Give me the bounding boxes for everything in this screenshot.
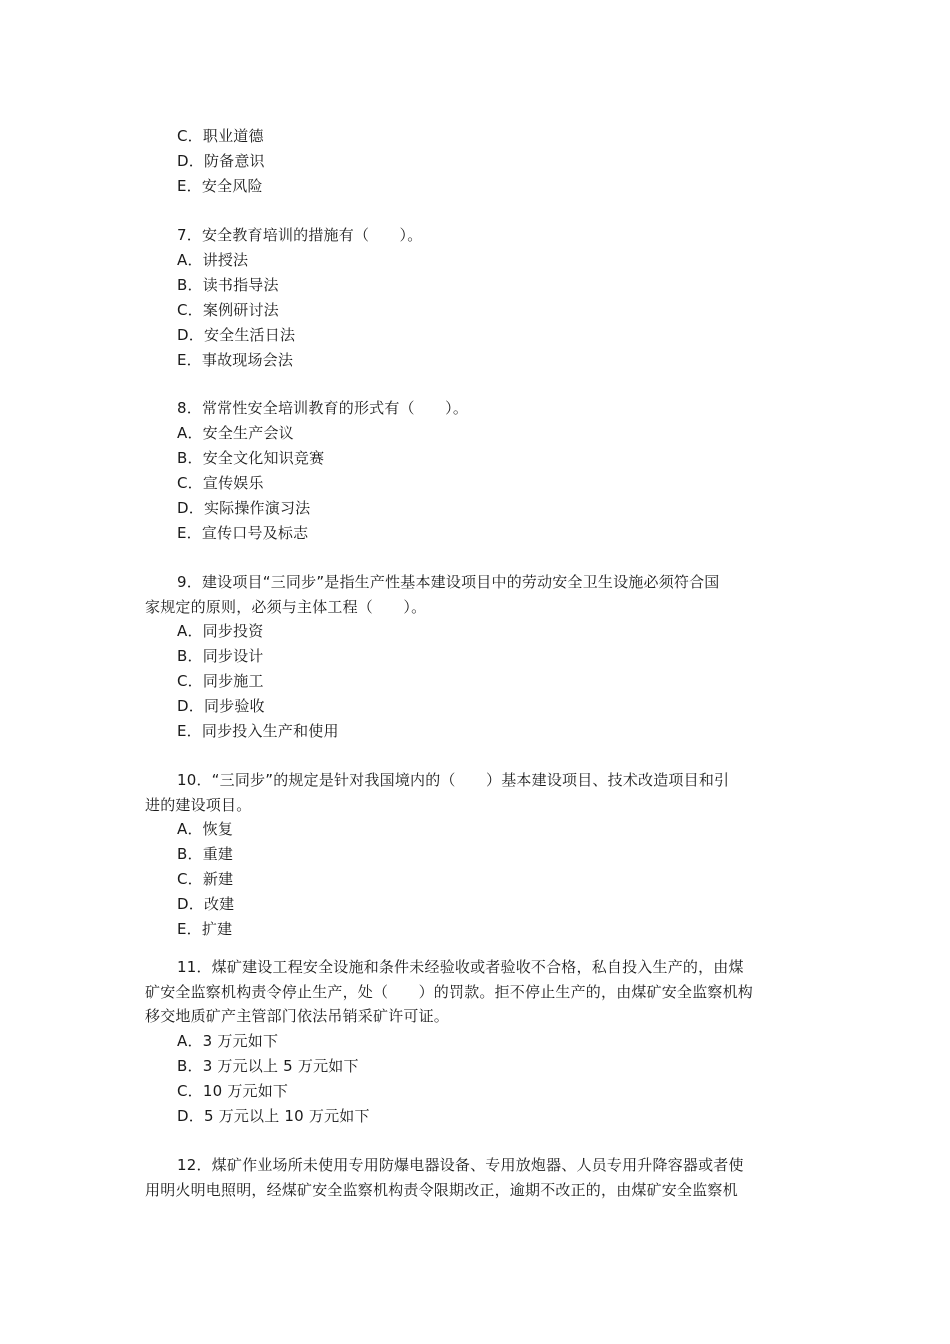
q11-option-b: B．3 万元以上 5 万元如下 [177, 1057, 359, 1075]
q9-option-e: E．同步投入生产和使用 [177, 722, 339, 740]
q10-option-d: D．改建 [177, 895, 235, 913]
q9-stem-line-2: 家规定的原则，必须与主体工程（ ）。 [145, 598, 427, 616]
q9-stem-line-1: 9．建设项目“三同步”是指生产性基本建设项目中的劳动安全卫生设施必须符合国 [177, 573, 720, 591]
q7-stem: 7．安全教育培训的措施有（ ）。 [177, 226, 423, 244]
q11-stem-line-1: 11．煤矿建设工程安全设施和条件未经验收或者验收不合格，私自投入生产的，由煤 [177, 958, 744, 976]
q9-option-c: C．同步施工 [177, 672, 264, 690]
q7-option-e: E．事故现场会法 [177, 351, 294, 369]
q11-option-d: D．5 万元以上 10 万元如下 [177, 1107, 370, 1125]
q11-stem-line-3: 移交地质矿产主管部门依法吊销采矿许可证。 [145, 1007, 450, 1025]
q9-option-b: B．同步设计 [177, 647, 264, 665]
q12-stem-line-1: 12．煤矿作业场所未使用专用防爆电器设备、专用放炮器、人员专用升降容器或者使 [177, 1156, 744, 1174]
q7-option-a: A．讲授法 [177, 251, 249, 269]
q10-stem-line-2: 进的建设项目。 [145, 796, 252, 814]
q7-option-d: D．安全生活日法 [177, 326, 296, 344]
q10-option-b: B．重建 [177, 845, 234, 863]
q8-option-b: B．安全文化知识竞赛 [177, 449, 325, 467]
q8-option-c: C．宣传娱乐 [177, 474, 264, 492]
q6-option-d: D．防备意识 [177, 152, 265, 170]
q9-option-d: D．同步验收 [177, 697, 265, 715]
q8-option-e: E．宣传口号及标志 [177, 524, 309, 542]
q7-option-c: C．案例研讨法 [177, 301, 279, 319]
q11-stem-line-2: 矿安全监察机构责令停止生产，处（ ）的罚款。拒不停止生产的，由煤矿安全监察机构 [145, 983, 754, 1001]
q6-option-c: C．职业道德 [177, 127, 264, 145]
q10-option-c: C．新建 [177, 870, 234, 888]
q11-option-a: A．3 万元如下 [177, 1032, 279, 1050]
q8-option-a: A．安全生产会议 [177, 424, 294, 442]
q10-option-a: A．恢复 [177, 820, 234, 838]
q8-stem: 8．常常性安全培训教育的形式有（ ）。 [177, 399, 469, 417]
q11-option-c: C．10 万元如下 [177, 1082, 289, 1100]
q6-option-e: E．安全风险 [177, 177, 263, 195]
q8-option-d: D．实际操作演习法 [177, 499, 311, 517]
q10-stem-line-1: 10．“三同步”的规定是针对我国境内的（ ）基本建设项目、技术改造项目和引 [177, 771, 730, 789]
q10-option-e: E．扩建 [177, 920, 233, 938]
q9-option-a: A．同步投资 [177, 622, 264, 640]
q7-option-b: B．读书指导法 [177, 276, 279, 294]
q12-stem-line-2: 用明火明电照明，经煤矿安全监察机构责令限期改正，逾期不改正的，由煤矿安全监察机 [145, 1181, 738, 1199]
